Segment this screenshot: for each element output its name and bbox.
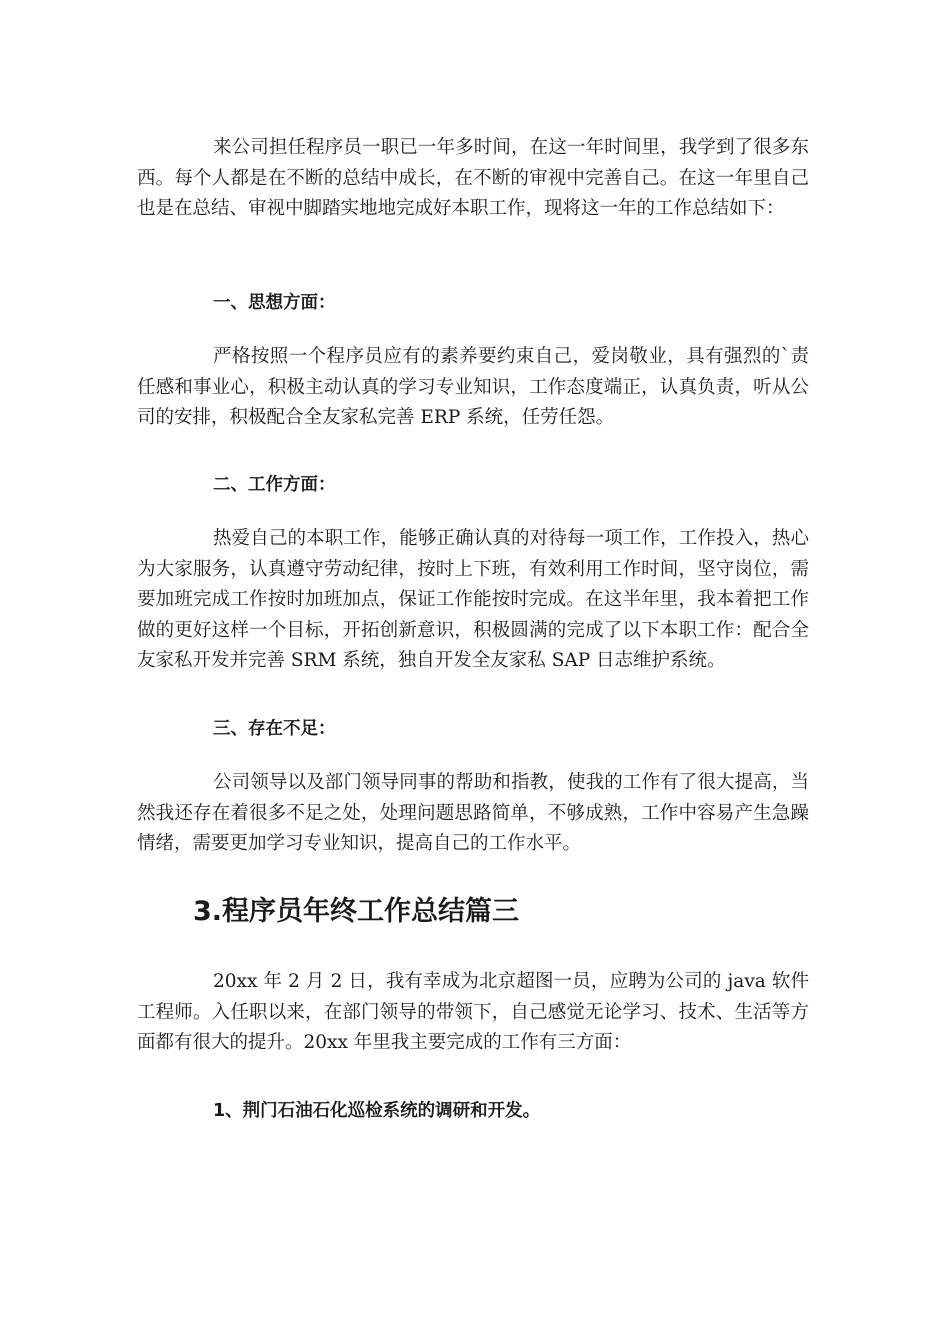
chapter-title: 3.程序员年终工作总结篇三 (193, 896, 520, 927)
section-heading-thought: 一、思想方面： (213, 293, 336, 313)
section-body-thought: 严格按照一个程序员应有的素养要约束自己，爱岗敬业，具有强烈的`责任感和事业心，积极主动认真的学习专业知识，工作态度端正，认真负责，听从公司的安排，积极配合全友家私完善 ERP 系统，任劳任怨。 (137, 346, 809, 428)
section-heading-shortcomings: 三、存在不足： (213, 719, 336, 739)
section-body-work: 热爱自己的本职工作，能够正确认真的对待每一项工作，工作投入，热心为大家服务，认真遵守劳动纪律，按时上下班，有效利用工作时间，坚守岗位，需要加班完成工作按时加班加点，保证工作能按时完成。在这半年里，我本着把工作做的更好这样一个目标，开拓创新意识，积极圆满的完成了以下本职工作：配合全友家私开发并完善 SRM 系统，独自开发全友家私 SAP 日志维护系统。 (137, 528, 809, 671)
section-heading-work: 二、工作方面： (213, 475, 336, 495)
intro-paragraph: 来公司担任程序员一职已一年多时间，在这一年时间里，我学到了很多东西。每个人都是在不断的总结中成长，在不断的审视中完善自己。在这一年里自己也是在总结、审视中脚踏实地地完成好本职工作，现将这一年的工作总结如下： (137, 137, 809, 219)
item-heading-1: 1、荆门石油石化巡检系统的调研和开发。 (213, 1101, 541, 1121)
section-body-shortcomings: 公司领导以及部门领导同事的帮助和指教，使我的工作有了很大提高，当然我还存在着很多不足之处，处理问题思路简单，不够成熟，工作中容易产生急躁情绪，需要更加学习专业知识，提高自己的工作水平。 (137, 772, 809, 854)
chapter-intro-paragraph: 20xx 年 2 月 2 日，我有幸成为北京超图一员，应聘为公司的 java 软件工程师。入任职以来，在部门领导的带领下，自己感觉无论学习、技术、生活等方面都有很大的提升。20xx 年里我主要完成的工作有三方面： (137, 971, 809, 1053)
